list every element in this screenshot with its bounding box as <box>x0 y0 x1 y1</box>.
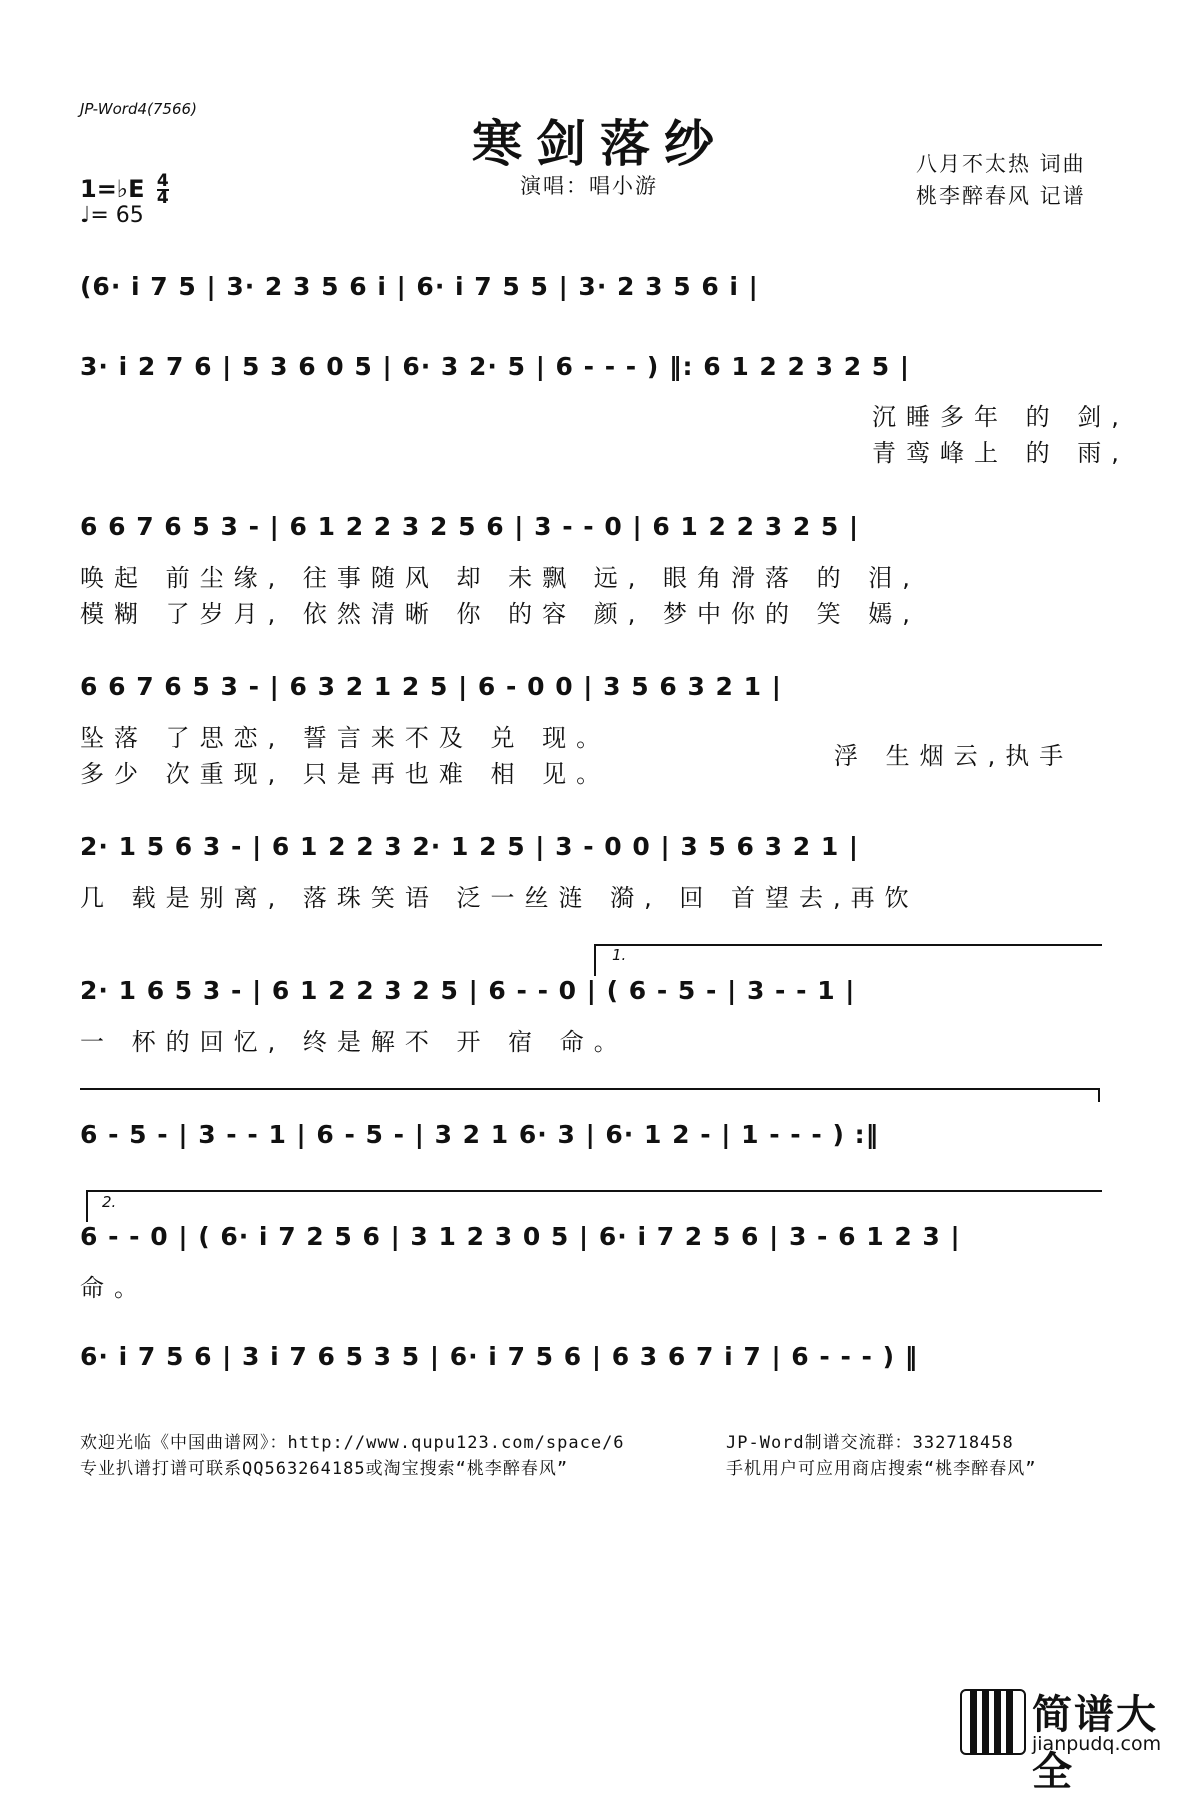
lyric-line-4a: 坠落 了思恋, 誓言来不及 兑 现。 <box>80 724 611 752</box>
lyric-line-2b: 青鸾峰上 的 雨, <box>872 439 1129 467</box>
score-line-2: 3· i 2 7 6 | 5 3 6 0 5 | 6· 3 2· 5 | 6 - - - ) ‖: 6 1 2 2 3 2 5 | <box>80 352 911 381</box>
lyric-line-4c: 浮 生烟云,执手 <box>834 742 1074 770</box>
transcriber-credit: 桃李醉春风 记谱 <box>916 184 1086 208</box>
footer-group: JP-Word制谱交流群：332718458 <box>726 1433 1014 1453</box>
key-signature <box>80 171 169 208</box>
logo-url: jianpudq.com <box>1032 1733 1162 1755</box>
lyric-line-8: 命。 <box>80 1274 148 1302</box>
software-version: JP-Word4(7566) <box>80 100 197 118</box>
volta-first-label: 1. <box>612 946 627 964</box>
site-logo <box>960 1683 1186 1795</box>
lyric-line-4b: 多少 次重现, 只是再也难 相 见。 <box>80 760 611 788</box>
volta-second <box>86 1190 1102 1222</box>
score-line-6: 2· 1 6 5 3 - | 6 1 2 2 3 2 5 | 6 - - 0 | ( 6 - 5 - | 3 - - 1 | <box>80 976 856 1005</box>
tempo-mark: ♩= 65 <box>80 203 144 228</box>
repeat-span-line <box>80 1088 1100 1090</box>
key-label: 1=♭E <box>80 175 145 203</box>
score-line-9: 6· i 7 5 6 | 3 i 7 6 5 3 5 | 6· i 7 5 6 | 6 3 6 7 i 7 | 6 - - - ) ‖ <box>80 1342 919 1371</box>
score-line-3: 6 6 7 6 5 3 - | 6 1 2 2 3 2 5 6 | 3 - - 0 | 6 1 2 2 3 2 5 | <box>80 512 860 541</box>
score-line-1: (6· i 7 5 | 3· 2 3 5 6 i | 6· i 7 5 5 | 3· 2 3 5 6 i | <box>80 272 759 301</box>
footer-app-search: 手机用户可应用商店搜索“桃李醉春风” <box>726 1459 1037 1479</box>
lyric-line-3a: 唤起 前尘缘, 往事随风 却 未飘 远, 眼角滑落 的 泪, <box>80 564 920 592</box>
score-line-4: 6 6 7 6 5 3 - | 6 3 2 1 2 5 | 6 - 0 0 | 3 5 6 3 2 1 | <box>80 672 782 701</box>
lyric-line-2a: 沉睡多年 的 剑, <box>872 403 1129 431</box>
score-line-5: 2· 1 5 6 3 - | 6 1 2 2 3 2· 1 2 5 | 3 - 0 0 | 3 5 6 3 2 1 | <box>80 832 860 861</box>
lyric-line-5: 几 载是别离, 落珠笑语 泛一丝涟 漪, 回 首望去,再饮 <box>80 884 919 912</box>
footer-site-link: 欢迎光临《中国曲谱网》：http://www.qupu123.com/space/6 <box>80 1433 625 1453</box>
score-line-8: 6 - - 0 | ( 6· i 7 2 5 6 | 3 1 2 3 0 5 | 6· i 7 2 5 6 | 3 - 6 1 2 3 | <box>80 1222 961 1251</box>
performer-credit: 演唱：唱小游 <box>520 174 658 198</box>
lyric-line-3b: 模糊 了岁月, 依然清晰 你 的容 颜, 梦中你的 笑 嫣, <box>80 600 920 628</box>
score-line-7: 6 - 5 - | 3 - - 1 | 6 - 5 - | 3 2 1 6· 3 | 6· 1 2 - | 1 - - - ) :‖ <box>80 1120 880 1149</box>
volta-first <box>594 944 1102 976</box>
composer-credit: 八月不太热 词曲 <box>916 152 1086 176</box>
footer-contact: 专业扒谱打谱可联系QQ563264185或淘宝搜索“桃李醉春风” <box>80 1459 569 1479</box>
lyric-line-6: 一 杯的回忆, 终是解不 开 宿 命。 <box>80 1028 628 1056</box>
page-title: 寒剑落纱 <box>472 114 728 173</box>
time-signature <box>156 171 169 208</box>
time-top: 4 <box>156 171 169 191</box>
time-bottom: 4 <box>156 188 169 208</box>
piano-keys-icon <box>960 1689 1026 1755</box>
volta-second-label: 2. <box>102 1193 117 1211</box>
repeat-span-end <box>1098 1088 1100 1102</box>
logo-name: 简谱大全 <box>1032 1692 1158 1795</box>
